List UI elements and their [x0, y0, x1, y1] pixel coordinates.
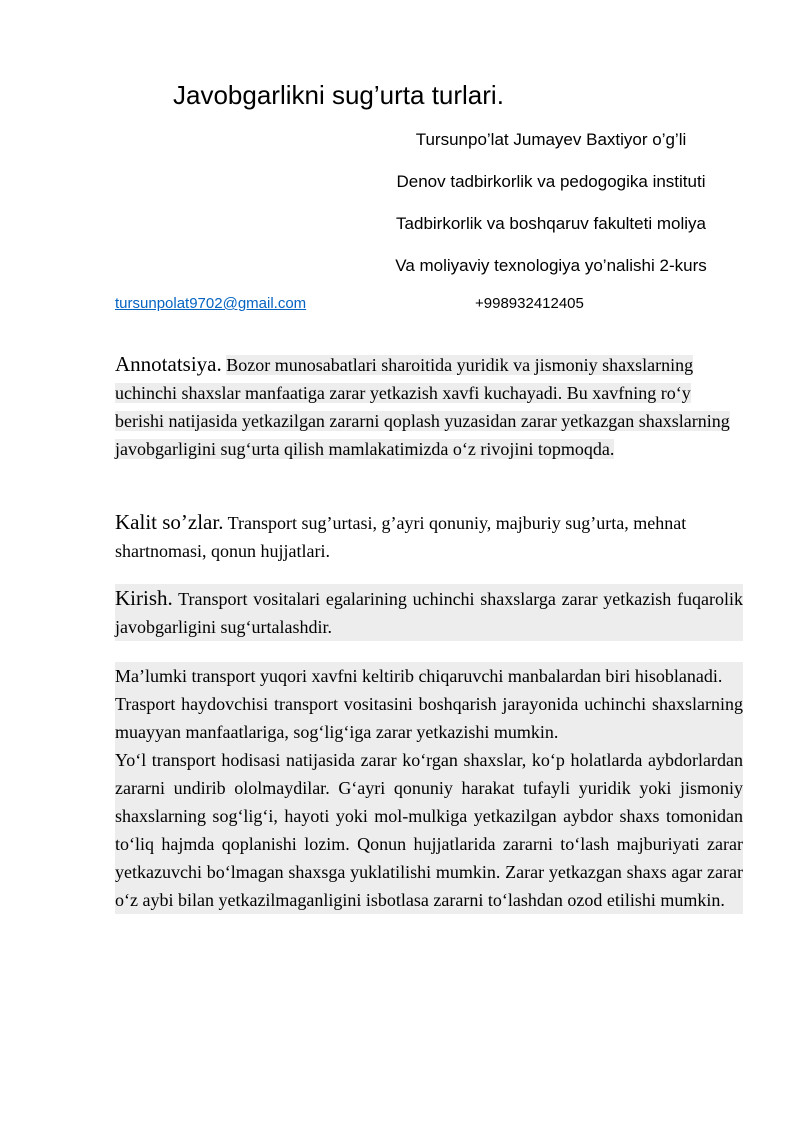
author-email-link[interactable]: tursunpolat9702@gmail.com [115, 295, 307, 312]
body-sentence: Yo‘l transport hodisasi natijasida zarar ko‘rgan shaxslar, ko‘p holatlarda aybdorlardan zararni undirib ololmaydilar. G‘ayri qonuniy harakat tufayli yuridik yoki jismoniy shaxslarning sog‘lig‘i, hayoti yoki mol-mulkiga yetkazilgan aybdor shaxs tomonidan to‘liq hajmda qoplanishi lozim. Qonun hujjatlarida zararni to‘lash majburiyati zarar yetkazuvchi bo‘lmagan shaxsga yuklatilishi mumkin. Zarar yetkazgan shaxs agar zarar o‘z aybi bilan yetkazilmaganligini isbotlasa zararni to‘lashdan ozod etilishi mumkin. [115, 750, 743, 910]
keywords-heading: Kalit so’zlar. [115, 510, 224, 534]
affiliation-line-3: Va moliyaviy texnologiya yo’nalishi 2-kurs [395, 256, 707, 275]
body-sentence: Ma’lumki transport yuqori xavfni keltirib chiqaruvchi manbalardan biri hisoblanadi. [115, 666, 723, 686]
keywords-paragraph [115, 508, 743, 565]
abstract-paragraph [115, 350, 743, 463]
abstract-heading: Annotatsiya. [115, 352, 222, 376]
introduction-text: Transport vositalari egalarining uchinchi shaxslarga zarar yetkazish fuqarolik javobgarligini sug‘urtalashdir. [115, 589, 743, 637]
affiliation-line-2: Tadbirkorlik va boshqaruv fakulteti moliya [396, 214, 706, 233]
affiliation-line-1: Denov tadbirkorlik va pedogogika instituti [396, 172, 706, 191]
introduction-heading: Kirish. [115, 586, 173, 610]
body-sentence: Trasport haydovchisi transport vositasini boshqarish jarayonida uchinchi shaxslarning muayyan manfaatlariga, sog‘lig‘iga zarar yetkazishi mumkin. [115, 694, 743, 742]
abstract-text: Bozor munosabatlari sharoitida yuridik va jismoniy shaxslarning uchinchi shaxslar manfaatiga zarar yetkazish xavfi kuchayadi. Bu xavfning ro‘y berishi natijasida yetkazilgan zararni qoplash yuzasidan zarar yetkazgan shaxslarning javobgarligini sug‘urta qilish mamlakatimizda o‘z rivojini topmoqda. [115, 355, 730, 459]
keywords-text: Transport sug’urtasi, g’ayri qonuniy, majburiy sug’urta, mehnat shartnomasi, qonun hujjatlari. [115, 513, 687, 561]
author-phone: +998932412405 [475, 295, 584, 312]
author-name: Tursunpo’lat Jumayev Baxtiyor o’g’li [415, 130, 687, 149]
introduction-paragraph [115, 584, 743, 641]
body-paragraph [115, 662, 743, 914]
document-title: Javobgarlikni sug’urta turlari. [173, 80, 504, 110]
